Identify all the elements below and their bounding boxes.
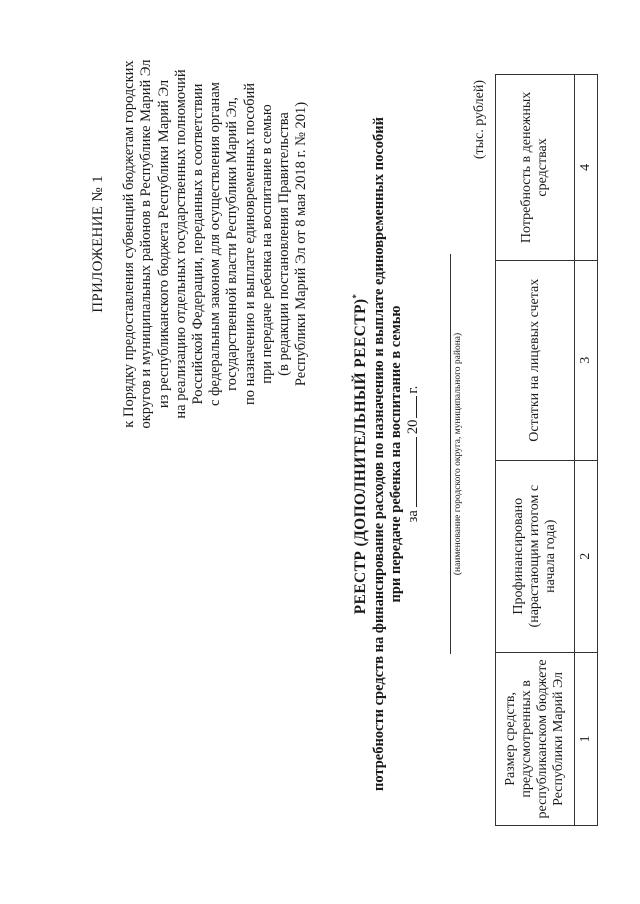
registry-table [495,74,598,826]
appendix-block [90,54,310,434]
col-number: 1 [575,652,598,825]
footnote-mark: * [351,293,361,299]
table-header-row [496,75,575,826]
registry-subtitle-line2: при передаче ребенка на воспитание в семью [388,305,405,603]
period-blank [415,437,417,507]
appendix-line: округов и муниципальных районов в Республике Марий Эл [138,59,155,429]
col-header-need: Потребность в денежных средствах [496,75,575,261]
col-number: 4 [575,75,598,261]
appendix-line: (в редакции постановления Правительства [276,112,293,376]
table-number-row [575,75,598,826]
appendix-line: при передаче ребенка на воспитание в семью [258,104,275,384]
municipality-fill-line [450,254,451,654]
appendix-line: Российской Федерации, переданных в соответствии [190,83,207,405]
period-year-prefix: 20 [405,419,421,435]
registry-heading [348,54,405,854]
col-number: 2 [575,460,598,652]
col-header-financed: Профинансировано (нарастающим итогом с начала года) [496,460,575,652]
year-blank [415,396,417,418]
appendix-line: из республиканского бюджета Республики Марий Эл [155,79,172,409]
municipality-caption: (наименование городского округа, муниципального района) [453,332,463,576]
period-prefix: за [405,510,421,523]
col-header-balances: Остатки на лицевых счетах [496,260,575,460]
registry-subtitle-line1: потребности средств на финансирование расходов по назначению и выплате единовременных пособий [371,117,388,792]
appendix-line: государственной власти Республики Марий Эл, [224,97,241,391]
appendix-line: на реализацию отдельных государственных полномочий [172,69,189,419]
col-header-budget-amount: Размер средств, предусмотренных в республиканском бюджете Республики Марий Эл [496,652,575,825]
appendix-title: ПРИЛОЖЕНИЕ № 1 [90,175,106,313]
period-suffix: г. [405,385,421,394]
report-period [405,334,422,574]
appendix-line: по назначению и выплате единовременных пособий [241,83,258,405]
registry-table-wrap [495,74,598,826]
col-number: 3 [575,260,598,460]
registry-title-text: РЕЕСТР (ДОПОЛНИТЕЛЬНЫЙ РЕЕСТР) [352,298,370,615]
units-label: (тыс. рублей) [472,80,487,160]
appendix-line: к Порядку предоставления субвенций бюджетам городских [121,60,138,428]
appendix-line: Республики Марий Эл от 8 мая 2018 г. № 201) [293,101,310,387]
appendix-line: с федеральным законом для осуществления органам [207,82,224,406]
registry-title [348,54,369,854]
